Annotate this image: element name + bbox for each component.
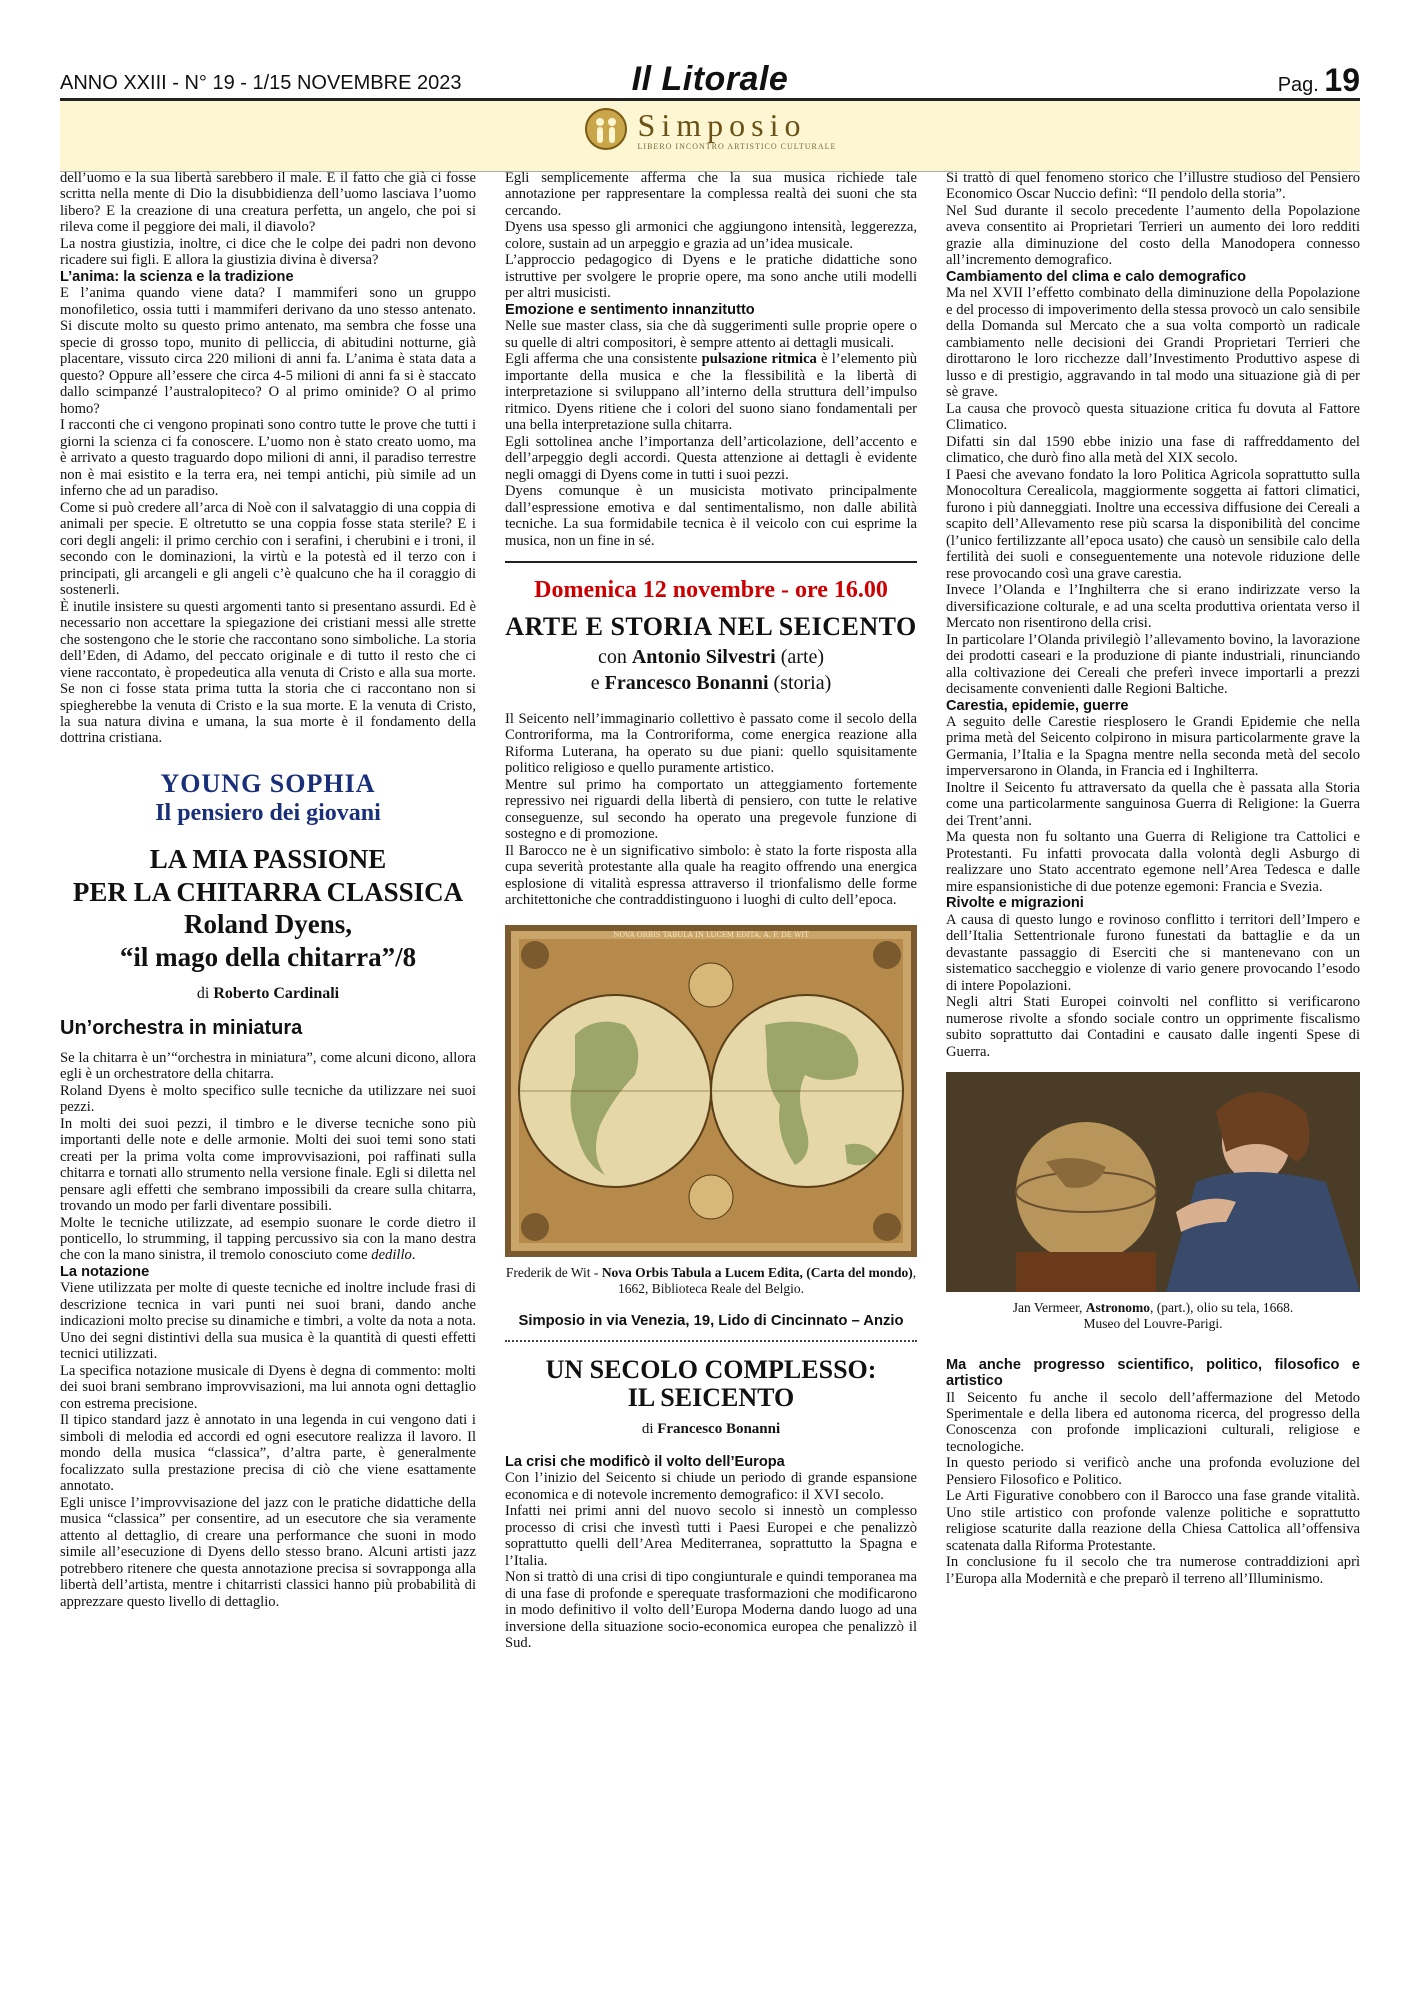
title-line: “il mago della chitarra”/8 (119, 941, 417, 972)
paragraph: E l’anima quando viene data? I mammiferi sono un gruppo monofiletico, ossia tutti i mammiferi derivano da uno stesso antenato. Si discute molto su questo primo antenato, ma sembra che fosse una specie di grosso topo, munito di pelliccia, di abitudini notturne, già placentare, vissuto circa 220 milioni di anni fa. L’anima è stata data a questo? Oppure all’essere che circa 4-5 milioni di anni fa si è staccato dallo scimpanzé l’australopiteco? O al primo ominide? O al primo homo? (60, 285, 476, 417)
paragraph: Nelle sue master class, sia che dà suggerimenti sulle proprie opere o su quelle di altri compositori, è sempre attento ai dettagli musicali. (505, 318, 917, 351)
title-line: PER LA CHITARRA CLASSICA (72, 876, 464, 907)
paragraph: Il tipico standard jazz è annotato in una legenda in cui vengono dati i simboli di melodia ed accordi ed ogni esecutore realizza il lavoro. Il mondo della musica “classica”, d’altra parte, è generalmente focalizzato sulla prestazione precisa di ciò che viene esattamente annotato. (60, 1412, 476, 1495)
map-label: NOVA ORBIS TABULA IN LUCEM EDITA, A. F. DE WIT (613, 930, 809, 939)
paragraph: dell’uomo e la sua libertà sarebbero il male. E il fatto che già ci fosse scritta nella mente di Dio la disubbidienza dell’uomo lasciava l’uomo libero? E la creazione di una creatura perfetta, un angelo, che poi si rileva come il peggiore dei mali, il diavolo? (60, 170, 476, 236)
author-name: Francesco Bonanni (657, 1420, 781, 1437)
emphasis: dedillo (371, 1247, 412, 1264)
paragraph: Egli sottolinea anche l’importanza dell’articolazione, dell’accento e dell’arpeggio degli accordi. Questa attenzione ai dettagli è evidente negli omaggi di Dyens come in tutti i suoi pezzi. (505, 433, 917, 483)
subheading: Cambiamento del clima e calo demografico (946, 268, 1247, 285)
subheading: Carestia, epidemie, guerre (946, 697, 1129, 714)
paragraph: L’approccio pedagogico di Dyens e le pratiche didattiche sono istruttive per svolgere le proprie opere, ma sono anche utili modelli per altri musicisti. (505, 252, 917, 302)
paragraph: Mentre sul primo ha comportato un atteggiamento fortemente repressivo nei riguardi della libertà di pensiero, con tutte le relative conseguenze, sul secondo ha operato una pregevole funzione di sostegno e di promozione. (505, 776, 917, 843)
paragraph: La specifica notazione musicale di Dyens è degna di commento: molti dei suoi brani sembrano improvvisazioni, ma lui annota ogni dettaglio con estrema precisione. (60, 1362, 476, 1412)
world-map-image (505, 925, 917, 1257)
simposio-logo-icon (584, 107, 628, 151)
speaker-prefix: e (590, 672, 600, 695)
paragraph-text: Egli afferma che una consistente (505, 351, 698, 368)
author-name: Roberto Cardinali (213, 985, 340, 1002)
article-title (60, 843, 476, 973)
event-speaker (505, 646, 917, 669)
emphasis: pulsazione ritmica (701, 351, 817, 368)
caption-title: Nova Orbis Tabula a Lucem Edita, (Carta del mondo) (601, 1264, 913, 1280)
paragraph: Come si può credere all’arca di Noè con il salvataggio di una coppia di animali per specie. E oltretutto se una coppia fosse stata sterile? E i cori degli angeli: il primo cerchio con i serafini, i cherubini e i troni, il secondo con le dominazioni, la virtù e la potestà ed il terzo con i principati, gli arcangeli e gli angeli c’è qualcuno che ha il coraggio di sostenerli. (60, 499, 476, 599)
paragraph: Invece l’Olanda e l’Inghilterra che si erano indirizzate verso la diversificazione colturale, e ad una scelta produttiva orientata verso il Mercato non risentirono della crisi. (946, 582, 1360, 632)
paragraph: In questo periodo si verificò anche una profonda evoluzione del Pensiero Filosofico e Politico. (946, 1455, 1360, 1488)
speaker-role: (arte) (780, 645, 825, 668)
paragraph: Dyens usa spesso gli armonici che aggiungono intensità, leggerezza, colore, sustain ad un arpeggio e grazia ad un’idea musicale. (505, 219, 917, 252)
caption-author: Jan Vermeer, (1012, 1300, 1083, 1316)
paragraph: In particolare l’Olanda privilegiò l’allevamento bovino, la lavorazione dei prodotti caseari e la produzione di piante industriali, rinunciando alla coltivazione dei Cereali che preferì invece importarli a prezzi decisamente convenienti dalle Regioni Baltiche. (946, 631, 1360, 698)
venue-line: Simposio in via Venezia, 19, Lido di Cincinnato – Anzio (518, 1313, 904, 1329)
title-line: Roland Dyens, (183, 909, 353, 940)
event-announcement (505, 577, 917, 695)
simposio-banner (60, 98, 1360, 172)
paragraph: Ma nel XVII l’effetto combinato della diminuzione della Popolazione e del processo di impoverimento della stessa provocò un calo sensibile della Domanda sul Mercato che a sua volta comportò un radicale cambiamento nelle decisioni dei Grandi Proprietari Terrieri che dirottarono le loro ricchezze dall’Investimento Produttivo aspese di lusso e di prestigio, aggravando in tal modo una situazione già di per sè grave. (946, 285, 1360, 401)
section-heading: Un’orchestra in miniatura (60, 1017, 303, 1040)
paragraph: Si trattò di quel fenomeno storico che l’illustre studioso del Pensiero Economico Oscar Nuccio definì: “Il pendolo della storia”. (946, 170, 1360, 203)
event-title: ARTE E STORIA NEL SEICENTO (505, 612, 917, 642)
paragraph: Molte le tecniche utilizzate, ad esempio suonare le corde dietro il ponticello, lo strumming, il tapping percussivo sia con la mano destra che con la mano sinistra, il tremolo conosciuto come dedillo. (60, 1214, 476, 1264)
paragraph: I racconti che ci vengono propinati sono contro tutte le prove che tutti i giorni la scienza ci fa conoscere. L’uomo non è stato creato uomo, ma è arrivato a questo traguardo dopo milioni di anni, il paradiso terrestre non è mai esistito e la terra era, nei tempi antichi, più simile ad un inferno che ad un paradiso. (60, 417, 476, 500)
paragraph: A seguito delle Carestie riesplosero le Grandi Epidemie che nella prima metà del Seicento colpirono in misura particolarmente grave la Germania, l’Italia e la Spagna mentre nella seconda metà del secolo imperversarono in Olanda, in Francia ed i Inghilterra. (946, 713, 1360, 780)
speaker-name: Francesco Bonanni (604, 672, 769, 695)
page-number (1278, 62, 1360, 99)
column-2 (505, 170, 917, 1652)
masthead: Il Litorale (631, 60, 789, 98)
young-sophia-block (60, 769, 476, 1003)
paragraph: Ma questa non fu soltanto una Guerra di Religione tra Cattolici e Protestanti. Fu infatti provocata dalla volontà degli Asburgo di realizzare uno Stato accentrato egemone nell’Area Tedesca e dalle mire espansionistiche di due potenze egemoni: Francia e Svezia. (946, 829, 1360, 895)
caption-detail: , 1662, Biblioteca Reale del Belgio. (618, 1264, 917, 1296)
paragraph: Non si trattò di una crisi di tipo congiunturale e quindi temporanea ma di una fase di profonde e sperequate trasformazioni che modificarono in modo definitivo il volto dell’Europa Moderna dando luogo ad una inversione della situazione socio-economica europea che penalizzò il Sud. (505, 1569, 917, 1652)
column-3 (946, 170, 1360, 1587)
divider (505, 561, 917, 563)
paragraph (505, 351, 917, 433)
caption-title: Astronomo (1085, 1300, 1151, 1316)
subheading: La notazione (60, 1263, 150, 1280)
simposio-tagline: LIBERO INCONTRO ARTISTICO CULTURALE (637, 142, 837, 151)
speaker-name: Antonio Silvestri (631, 645, 776, 668)
paragraph: Egli semplicemente afferma che la sua musica richiede tale annotazione per rappresentare la complessa realtà dei suoni che sta cercando. (505, 170, 917, 219)
byline (505, 1421, 917, 1438)
page-label: Pag. (1277, 74, 1319, 96)
caption-location: Museo del Louvre-Parigi. (1083, 1316, 1223, 1332)
event-speaker (505, 672, 917, 695)
article-title (505, 1356, 917, 1413)
painting-caption (946, 1300, 1360, 1332)
title-line: IL SEICENTO (627, 1383, 795, 1413)
paragraph: Roland Dyens è molto specifico sulle tecniche da utilizzare nei suoi pezzi. (60, 1082, 476, 1116)
page-header (60, 58, 1360, 96)
subheading: La crisi che modificò il volto dell’Europa (505, 1453, 785, 1470)
title-line: LA MIA PASSIONE (149, 844, 387, 875)
paragraph: La causa che provocò questa situazione critica fu dovuta al Fattore Climatico. (946, 400, 1360, 434)
paragraph: In molti dei suoi pezzi, il timbro e le diverse tecniche sono più importanti delle note e delle armonie. Molti dei suoi temi sono stati creati per la prima volta come improvvisazioni, poi raffinati sulla chitarra e tornati allo strumento nella versione finale. Egli si diletta nel pensare agli effetti che sembrano impossibili da creare sulla chitarra, trovando un modo per farli diventare possibili. (60, 1115, 476, 1215)
paragraph: Difatti sin dal 1590 ebbe inizio una fase di raffreddamento del climatico, che durò fino alla metà del XIX secolo. (946, 433, 1360, 467)
subheading: Rivolte e migrazioni (946, 895, 1084, 912)
title-line: UN SECOLO COMPLESSO: (545, 1354, 877, 1384)
paragraph: Egli unisce l’improvvisazione del jazz con le pratiche didattiche della musica “classica” per consentire, ad un esecutore che sia veramente attento al dettaglio, di creare una performance che suoni in modo simile all’esecuzione di Dyens dello stesso brano. Alcuni artisti jazz potrebbero ritenere che questa annotazione precisa si sovrapponga alla libertà dell’artista, mentre i chitarristi classici hanno più probabilità di apprezzare questo livello di dettaglio. (60, 1494, 476, 1610)
event-date: Domenica 12 novembre - ore 16.00 (534, 577, 888, 604)
paragraph: La nostra giustizia, inoltre, ci dice che le colpe dei padri non devono ricadere sui figli. E allora la giustizia divina è diversa? (60, 235, 476, 269)
paragraph: A causa di questo lungo e rovinoso conflitto i territori dell’Impero e dell’Italia Settentrionale furono funestati da battaglie e da un devastante passaggio di Eserciti che si mantenevano con un sistematico saccheggio e violenze di vario genere provocando l’esodo di intere Popolazioni. (946, 911, 1360, 994)
caption-author: Frederik de Wit - (505, 1264, 599, 1280)
speaker-prefix: con (597, 645, 627, 668)
byline-prefix: di (641, 1420, 654, 1437)
paragraph-text: è l’elemento più importante della musica e che la flessibilità e la libertà di interpretazione si sviluppano all’interno della struttura dell’impulso ritmico. Dyens ritiene che i colori del suono siano fondamentali per una bella interpretazione sulla chitarra. (505, 351, 917, 434)
vermeer-painting-image (946, 1072, 1360, 1292)
paragraph: Il Barocco ne è un significativo simbolo: è stato la forte risposta alla cupa severità protestante alla quale ha reagito offrendo una energica esplosione di vitalità espressa attraverso il trionfalismo delle forme architettoniche che contraddistinguono i luoghi di culto dell’epoca. (505, 842, 917, 909)
paragraph: In conclusione fu il secolo che tra numerose contraddizioni aprì l’Europa alla Modernità e che preparò il terreno all’Illuminismo. (946, 1554, 1360, 1587)
paragraph: Dyens comunque è un musicista motivato principalmente dall’espressione emotiva e dal sentimentalismo, non dalle abilità tecniche. La sua formidabile tecnica è il veicolo con cui esprime la musica, non un fine in sé. (505, 483, 917, 549)
speaker-role: (storia) (773, 672, 832, 695)
paragraph: Inoltre il Seicento fu attraversato da quella che è passata alla Storia come una particolarmente sanguinosa Guerra di Religione: la Guerra dei Trent’anni. (946, 779, 1360, 829)
paragraph: Nel Sud durante il secolo precedente l’aumento della Popolazione aveva consentito ai Proprietari Terrieri un aumento dei loro redditi grazie alla diminuzione del costo della Manodopera connesso all’incremento demografico. (946, 202, 1360, 269)
section-kicker: YOUNG SOPHIA (160, 768, 376, 798)
subheading: Emozione e sentimento innanzitutto (505, 301, 755, 318)
byline (60, 985, 476, 1003)
simposio-name: Simposio (637, 107, 807, 143)
subheading: Ma anche progresso scientifico, politico, filosofico e artistico (946, 1356, 1360, 1390)
column-1 (60, 170, 476, 1610)
paragraph: Il Seicento nell’immaginario collettivo è passato come il secolo della Controriforma, ma la Controriforma, come energica reazione alla Riforma Luterana, ha operato su due piani: quello squisitamente politico religioso e quello puramente artistico. (505, 710, 917, 777)
issue-line: ANNO XXIII - N° 19 - 1/15 NOVEMBRE 2023 (60, 72, 462, 94)
paragraph-text: Molte le tecniche utilizzate, ad esempio suonare le corde dietro il ponticello, lo strumming, il tapping percussivo sia con la mano destra che con la mano sinistra, il tremolo conosciuto come (60, 1214, 476, 1264)
paragraph: Le Arti Figurative conobbero con il Barocco una fase grande vitalità. Uno stile artistico con profonde valenze politiche e soprattutto religiose scaturite dalla reazione della Chiesa Cattolica all’offensiva scatenata dalla Riforma Protestante. (946, 1488, 1360, 1554)
paragraph: Negli altri Stati Europei coinvolti nel conflitto si verificarono numerose rivolte a sfondo sociale contro un opprimente fiscalismo subito soprattutto dai Contadini e causato dalle ingenti Spese di Guerra. (946, 994, 1360, 1060)
divider (505, 1340, 917, 1342)
subheading: L’anima: la scienza e la tradizione (60, 268, 294, 285)
paragraph: Con l’inizio del Seicento si chiude un periodo di grande espansione economica e di notevole incremento demografico: il XVI secolo. (505, 1470, 917, 1503)
caption-detail: , (part.), olio su tela, 1668. (1150, 1300, 1294, 1316)
paragraph: Se la chitarra è un’“orchestra in miniatura”, come alcuni dicono, allora egli è un orchestratore della chitarra. (60, 1049, 476, 1083)
paragraph: Viene utilizzata per molte di queste tecniche ed inoltre include frasi di descrizione tecnica in vari punti nei suoi brani, dando anche indicazioni molto precise su dinamiche e timbri, a volte da nota a nota. Uno dei segni distintivi della sua musica è la quantità di questi effetti tecnici utilizzati. (60, 1280, 476, 1363)
section-subtitle: Il pensiero dei giovani (155, 800, 381, 827)
byline-prefix: di (196, 985, 210, 1002)
paragraph: Il Seicento fu anche il secolo dell’affermazione del Metodo Sperimentale e della libera ed autonoma ricerca, del progresso della Conoscenza con profonde implicazioni culturali, religiose e tecnologiche. (946, 1389, 1360, 1455)
paragraph: I Paesi che avevano fondato la loro Politica Agricola soprattutto sulla Monocoltura Cerealicola, maggiormente soggetta ai fattori climatici, furono i più danneggiati. Inoltre una eccessiva diffusione dei Cereali a scapito dell’Allevamento rese più scarsa la disponibilità del concime (l’unico fertilizzante all’epoca usato) che causò un sensibile calo della fertilità dei suoli e conseguentemente una notevole riduzione delle rese provocando così una grave carestia. (946, 466, 1360, 582)
map-caption (505, 1265, 917, 1297)
page-number-value: 19 (1324, 62, 1360, 98)
paragraph: Infatti nei primi anni del nuovo secolo si innestò un complesso processo di crisi che investì tutti i Paesi Europei e che penalizzò soprattutto quelli dell’Area Mediterranea, soprattutto la Spagna e l’Italia. (505, 1503, 917, 1569)
paragraph: È inutile insistere su questi argomenti tanto si presentano assurdi. Ed è necessario non accettare la spiegazione dei cristiani messi alle strette che sostengono che le storie che raccontano sono simboliche. La storia dell’Eden, di Adamo, del peccato originale e di tutto il resto che ci viene raccontato, è propedeutica alla venuta di Cristo e alla sua morte. Se non ci fosse stata prima tutta la storia che ci raccontano non si spiegherebbe la venuta di Cristo e la sua morte. E la venuta di Cristo, la sua natura divina e umana, la sua morte è il fondamento della dottrina cristiana. (60, 598, 476, 747)
